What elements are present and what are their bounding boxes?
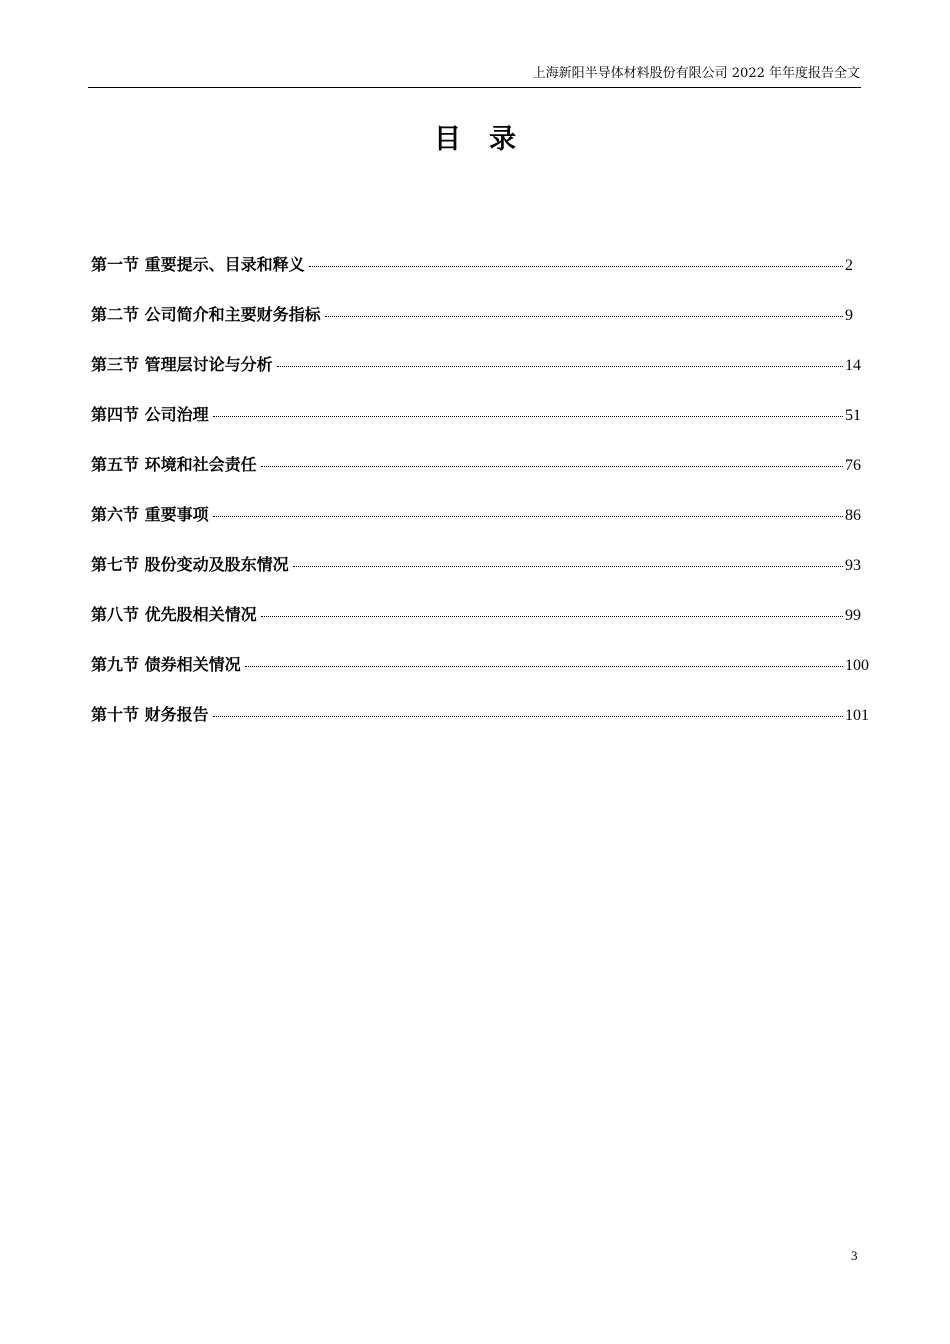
toc-entry-section-4[interactable] (91, 402, 875, 452)
toc-entry-label: 第七节 股份变动及股东情况 (91, 555, 289, 574)
table-of-contents (91, 252, 875, 752)
toc-entry-page: 101 (845, 707, 869, 724)
toc-entry-section-2[interactable] (91, 302, 875, 352)
toc-entry-label: 第三节 管理层讨论与分析 (91, 355, 273, 374)
toc-entry-section-10[interactable] (91, 702, 875, 752)
toc-entry-label: 第四节 公司治理 (91, 405, 209, 424)
toc-entry-label: 第五节 环境和社会责任 (91, 455, 257, 474)
dot-leader (309, 266, 843, 267)
toc-entry-section-3[interactable] (91, 352, 875, 402)
toc-entry-label: 第六节 重要事项 (91, 505, 209, 524)
header-divider (88, 87, 861, 88)
toc-title: 目录 (434, 124, 544, 155)
dot-leader (277, 366, 843, 367)
dot-leader (261, 616, 843, 617)
toc-entry-section-9[interactable] (91, 652, 875, 702)
toc-entry-page: 2 (845, 257, 853, 274)
toc-entry-label: 第二节 公司简介和主要财务指标 (91, 305, 321, 324)
running-header: 上海新阳半导体材料股份有限公司 2022 年年度报告全文 (532, 66, 860, 81)
toc-entry-page: 14 (845, 357, 861, 374)
toc-entry-page: 93 (845, 557, 861, 574)
page-number: 3 (851, 1248, 858, 1263)
dot-leader (213, 416, 843, 417)
toc-entry-section-5[interactable] (91, 452, 875, 502)
toc-entry-page: 86 (845, 507, 861, 524)
dot-leader (213, 516, 843, 517)
toc-entry-page: 100 (845, 657, 869, 674)
toc-entry-page: 99 (845, 607, 861, 624)
dot-leader (325, 316, 843, 317)
toc-entry-label: 第九节 债券相关情况 (91, 655, 241, 674)
toc-entry-label: 第八节 优先股相关情况 (91, 605, 257, 624)
toc-entry-section-7[interactable] (91, 552, 875, 602)
toc-entry-section-6[interactable] (91, 502, 875, 552)
dot-leader (245, 666, 843, 667)
dot-leader (213, 716, 843, 717)
dot-leader (293, 566, 843, 567)
toc-entry-page: 51 (845, 407, 861, 424)
dot-leader (261, 466, 843, 467)
toc-entry-page: 76 (845, 457, 861, 474)
toc-entry-page: 9 (845, 307, 853, 324)
toc-entry-section-8[interactable] (91, 602, 875, 652)
toc-entry-label: 第一节 重要提示、目录和释义 (91, 255, 305, 274)
toc-entry-section-1[interactable] (91, 252, 875, 302)
toc-entry-label: 第十节 财务报告 (91, 705, 209, 724)
